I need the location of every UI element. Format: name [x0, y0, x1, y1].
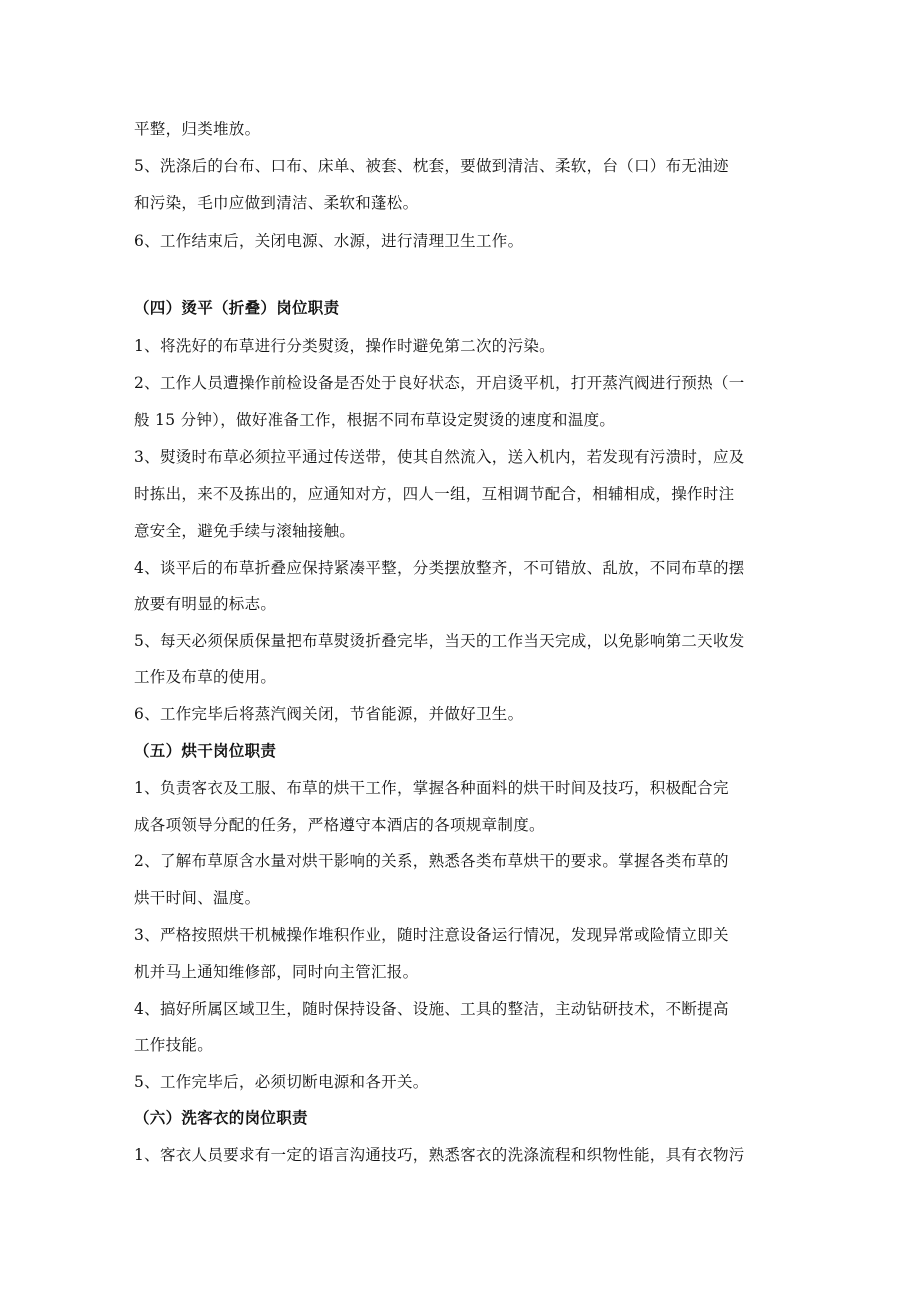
section-heading: （六）洗客衣的岗位职责 — [134, 1109, 308, 1127]
text-line: 6、工作完毕后将蒸汽阀关闭，节省能源，并做好卫生。 — [134, 705, 524, 723]
text-line: 和污染，毛巾应做到清洁、柔软和蓬松。 — [134, 194, 419, 212]
text-line: 1、客衣人员要求有一定的语言沟通技巧，熟悉客衣的洗涤流程和织物性能，具有衣物污 — [134, 1146, 745, 1164]
text-line: 2、了解布草原含水量对烘干影响的关系，熟悉各类布草烘干的要求。掌握各类布草的 — [134, 852, 729, 870]
text-line: 6、工作结束后，关闭电源、水源，进行清理卫生工作。 — [134, 232, 524, 250]
text-line: 机并马上通知维修部，同时向主管汇报。 — [134, 963, 419, 981]
text-line: 5、每天必须保质保量把布草熨烫折叠完毕，当天的工作当天完成，以免影响第二天收发 — [134, 632, 745, 650]
text-line: 3、熨烫时布草必须拉平通过传送带，使其自然流入，送入机内，若发现有污溃时，应及 — [134, 448, 745, 466]
text-line: 放要有明显的标志。 — [134, 595, 277, 613]
text-line: 1、负责客衣及工服、布草的烘干工作，掌握各种面料的烘干时间及技巧，积极配合完 — [134, 779, 729, 797]
section-heading: （四）烫平（折叠）岗位职责 — [134, 299, 340, 317]
text-line: 意安全，避免手续与滚轴接触。 — [134, 522, 356, 540]
text-line: 2、工作人员遭操作前检设备是否处于良好状态，开启烫平机，打开蒸汽阀进行预热（一 — [134, 374, 745, 392]
text-line: 5、洗涤后的台布、口布、床单、被套、枕套，要做到清洁、柔软，台（口）布无油迹 — [134, 157, 729, 175]
text-line: 4、搞好所属区域卫生，随时保持设备、设施、工具的整洁，主动钻研技术，不断提高 — [134, 1000, 729, 1018]
text-line: 时拣出，来不及拣出的，应通知对方，四人一组，互相调节配合，相辅相成，操作时注 — [134, 485, 735, 503]
text-line: 烘干时间、温度。 — [134, 889, 261, 907]
text-line: 成各项领导分配的任务，严格遵守本酒店的各项规章制度。 — [134, 816, 545, 834]
text-line: 4、谈平后的布草折叠应保持紧凑平整，分类摆放整齐，不可错放、乱放，不同布草的摆 — [134, 559, 745, 577]
text-line: 般 15 分钟），做好准备工作，根据不同布草设定熨烫的速度和温度。 — [134, 411, 616, 429]
section-heading: （五）烘干岗位职责 — [134, 742, 277, 760]
text-line: 工作及布草的使用。 — [134, 668, 277, 686]
text-line: 1、将洗好的布草进行分类熨烫，操作时避免第二次的污染。 — [134, 337, 555, 355]
text-line: 工作技能。 — [134, 1036, 214, 1054]
text-line: 3、严格按照烘干机械操作堆积作业，随时注意设备运行情况，发现异常或险情立即关 — [134, 926, 729, 944]
text-line: 5、工作完毕后，必须切断电源和各开关。 — [134, 1073, 429, 1091]
text-line: 平整，归类堆放。 — [134, 120, 261, 138]
